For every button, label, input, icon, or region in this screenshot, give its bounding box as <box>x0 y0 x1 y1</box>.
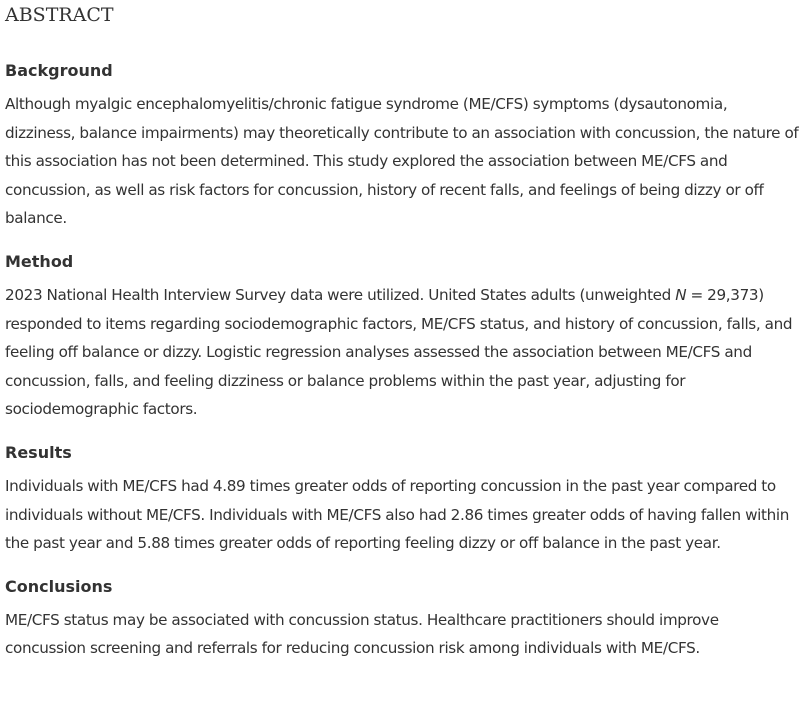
section-body-background: Although myalgic encephalomyelitis/chronic fatigue syndrome (ME/CFS) symptoms (dysautonomia, dizziness, balance impairments) may theoretically contribute to an association with concussion, the nature of this association has not been determined. This study explored the association between ME/CFS and concussion, as well as risk factors for concussion, history of recent falls, and feelings of being dizzy or off balance. <box>5 95 799 228</box>
section-conclusions <box>5 558 800 663</box>
section-method <box>5 233 800 424</box>
section-background <box>5 42 800 233</box>
section-heading-conclusions: Conclusions <box>5 576 113 596</box>
abstract-title: ABSTRACT <box>5 4 114 26</box>
section-heading-results: Results <box>5 442 72 462</box>
section-body-method <box>5 281 800 424</box>
section-heading-method: Method <box>5 251 74 271</box>
method-text-part-2: = 29,373) responded to items regarding sociodemographic factors, ME/CFS status, and history of concussion, falls, and feeling off balance or dizzy. Logistic regression analyses assessed the association between ME/CFS and concussion, falls, and feeling dizziness or balance problems within the past year, adjusting for sociodemographic factors. <box>5 285 793 419</box>
section-body-results: Individuals with ME/CFS had 4.89 times greater odds of reporting concussion in the past year compared to individuals without ME/CFS. Individuals with ME/CFS also had 2.86 times greater odds of having fallen within the past year and 5.88 times greater odds of reporting feeling dizzy or off balance in the past year. <box>5 476 790 553</box>
sample-size-symbol: N <box>675 285 687 304</box>
method-text-part-1: 2023 National Health Interview Survey data were utilized. United States adults (unweighted <box>5 285 676 304</box>
section-results <box>5 424 800 558</box>
abstract-container <box>5 0 800 663</box>
section-body-conclusions: ME/CFS status may be associated with concussion status. Healthcare practitioners should improve concussion screening and referrals for reducing concussion risk among individuals with ME/CFS. <box>5 610 719 658</box>
section-heading-background: Background <box>5 61 113 80</box>
